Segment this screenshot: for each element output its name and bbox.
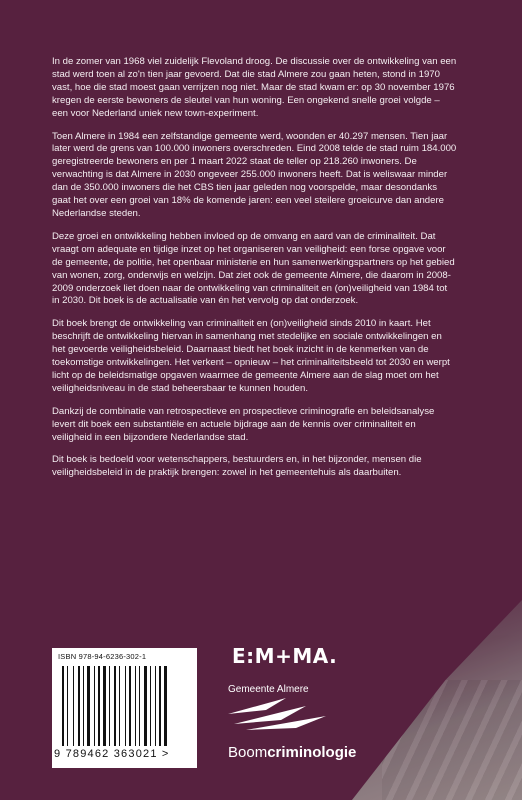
barcode-bar	[62, 666, 64, 746]
isbn-label: ISBN 978-94-6236-302-1	[58, 652, 147, 661]
barcode-bar	[155, 666, 156, 746]
almere-logo-icon	[226, 696, 336, 730]
barcode-bar	[135, 666, 136, 746]
barcode-digits: 9 789462 363021 >	[54, 748, 170, 760]
paragraph-3: Deze groei en ontwikkeling hebben invloed op de omvang en aard van de criminaliteit. Dat vraagt om adequate en tijdige inzet op het organiseren van veiligheid: een forse opgave voor de gemeente, de politie, het openbaar ministerie en hun samenwerkingspartners op het gebied van wonen, zorg, onderwijs en welzijn. Dat ziet ook de gemeente Almere, die daarom in 2008-2009 onderzoek liet doen naar de ontwikkeling van criminaliteit en (on)veiligheid van 1984 tot in 2030. Dit boek is de actualisatie van én het vervolg op dat onderzoek.	[52, 230, 455, 307]
paragraph-5: Dankzij de combinatie van retrospectieve en prospectieve criminografie en beleidsanalyse levert dit boek een substantiële en actuele bijdrage aan de kennis over criminaliteit en veiligheid in een bijzondere Nederlandse stad.	[52, 405, 435, 443]
barcode-bar	[159, 666, 161, 746]
barcode	[52, 648, 197, 768]
barcode-bar	[139, 666, 140, 746]
emma-logo: E:M+MA.	[232, 644, 338, 668]
barcode-bars	[62, 666, 184, 746]
barcode-bar	[103, 666, 106, 746]
barcode-bar	[144, 666, 147, 746]
barcode-bar	[98, 666, 100, 746]
background-photo	[352, 600, 522, 800]
barcode-bar	[67, 666, 68, 746]
barcode-bar	[150, 666, 151, 746]
paragraph-1: In de zomer van 1968 viel zuidelijk Flevoland droog. De discussie over de ontwikkeling van een stad werd toen al zo'n tien jaar gevoerd. Dat die stad Almere zou gaan heten, stond in 1970 vast, hoe die stad moest gaan verrijzen nog niet. Maar de stad kwam er: op 30 november 1976 kregen de eerste bewoners de sleutel van hun woning. Een ongekend snelle groei volgde – een voor Nederland uniek new town-experiment.	[52, 56, 457, 119]
barcode-bar	[119, 666, 120, 746]
barcode-bar	[109, 666, 110, 746]
barcode-bar	[87, 666, 90, 746]
almere-logo-text: Gemeente Almere	[228, 684, 309, 695]
barcode-bar	[78, 666, 80, 746]
boom-prefix: Boom	[228, 744, 268, 761]
barcode-bar	[114, 666, 116, 746]
back-cover-text	[52, 56, 457, 490]
boom-criminologie-logo	[228, 744, 356, 761]
paragraph-2: Toen Almere in 1984 een zelfstandige gemeente werd, woonden er 40.297 mensen. Tien jaar later werd de grens van 100.000 inwoners overschreden. Eind 2008 telde de stad ruim 184.000 geregistreerde bewoners en per 1 maart 2022 staat de teller op 218.260 inwoners. De verwachting is dat Almere in 2030 ongeveer 255.000 inwoners heeft. Dat is weliswaar minder dan de 350.000 inwoners die het CBS tien jaar geleden nog voorspelde, maar desondanks gaat het over een groei van 18% de komende jaren: een veel steilere groeicurve dan andere Nederlandse steden.	[52, 130, 457, 219]
paragraph-4: Dit boek brengt de ontwikkeling van criminaliteit en (on)veiligheid sinds 2010 in kaart. Het beschrijft de ontwikkeling hiervan in samenhang met stedelijke en sociale ontwikkelingen en het gevoerde veiligheidsbeleid. Daarnaast biedt het boek inzicht in de kenmerken van de toekomstige ontwikkelingen. Het verkent – opnieuw – het criminaliteitsbeeld tot 2030 en werpt licht op de beleidsmatige opgaven waarmee de gemeente Almere aan de slag moet om het veiligheidsniveau in de stad beheersbaar te kunnen houden.	[52, 318, 450, 394]
barcode-bar	[73, 666, 74, 746]
barcode-bar	[164, 666, 167, 746]
barcode-bar	[129, 666, 131, 746]
barcode-bar	[125, 666, 126, 746]
boom-suffix: criminologie	[267, 744, 357, 761]
barcode-bar	[83, 666, 84, 746]
barcode-bar	[94, 666, 95, 746]
paragraph-6: Dit boek is bedoeld voor wetenschappers, bestuurders en, in het bijzonder, mensen die veiligheidsbeleid in de praktijk brengen: zowel in het gemeentehuis als daarbuiten.	[52, 454, 422, 479]
